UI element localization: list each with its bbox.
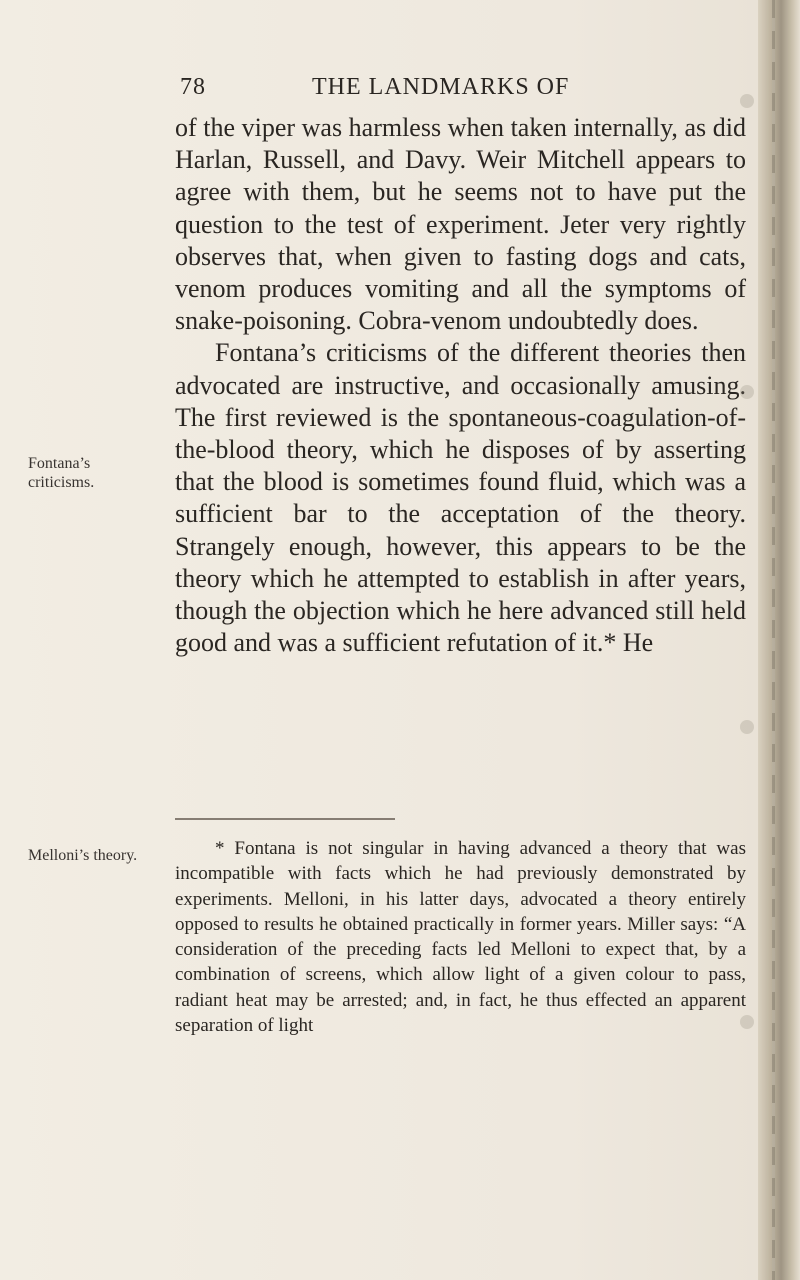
footnote-divider — [175, 818, 395, 820]
main-text — [175, 112, 746, 659]
edge-mark — [740, 1015, 754, 1029]
footnote: * Fontana is not singular in having advanced a theory that was incompatible with facts which he had previously demonstrated by experiments. Melloni, in his latter days, advocated a theory entirely opposed to results he obtained practically in former years. Miller says: “A consideration of the preceding facts led Melloni to expect that, by a combination of screens, which allow light of a given colour to pass, radiant heat may be arrested; and, in fact, he thus effected an apparent separation of light — [175, 838, 746, 1037]
margin-note-melloni: Melloni’s theory. — [28, 847, 138, 864]
page-number: 78 — [180, 74, 206, 100]
page-edge-shadow — [758, 0, 800, 1280]
body-paragraph-1: of the viper was harmless when taken internally, as did Harlan, Russell, and Davy. Weir Mitchell appears to agree with them, but he seems not to have put the question to the test of experiment. Jeter very rightly observes that, when given to fasting dogs and cats, venom produces vomiting and all the symptoms of snake-poisoning. Cobra-venom undoubtedly does. — [175, 113, 746, 336]
body-paragraph-2: Fontana’s criticisms of the different theories then advocated are instructive, and occasionally amusing. The first reviewed is the spontaneous-coagulation-of-the-blood theory, which he disposes of by asserting that the blood is sometimes found fluid, which was a sufficient bar to the acceptation of the theory. Strangely enough, however, this appears to be the theory which he attempted to establish in after years, though the objection which he here advanced still held good and was a sufficient refutation of it.* He — [175, 338, 746, 658]
edge-mark — [740, 94, 754, 108]
edge-mark — [740, 385, 754, 399]
running-title: THE LANDMARKS OF — [312, 74, 570, 100]
edge-mark — [740, 720, 754, 734]
margin-note-fontana: Fontana’s criticisms. — [28, 455, 95, 491]
running-header — [180, 74, 740, 108]
